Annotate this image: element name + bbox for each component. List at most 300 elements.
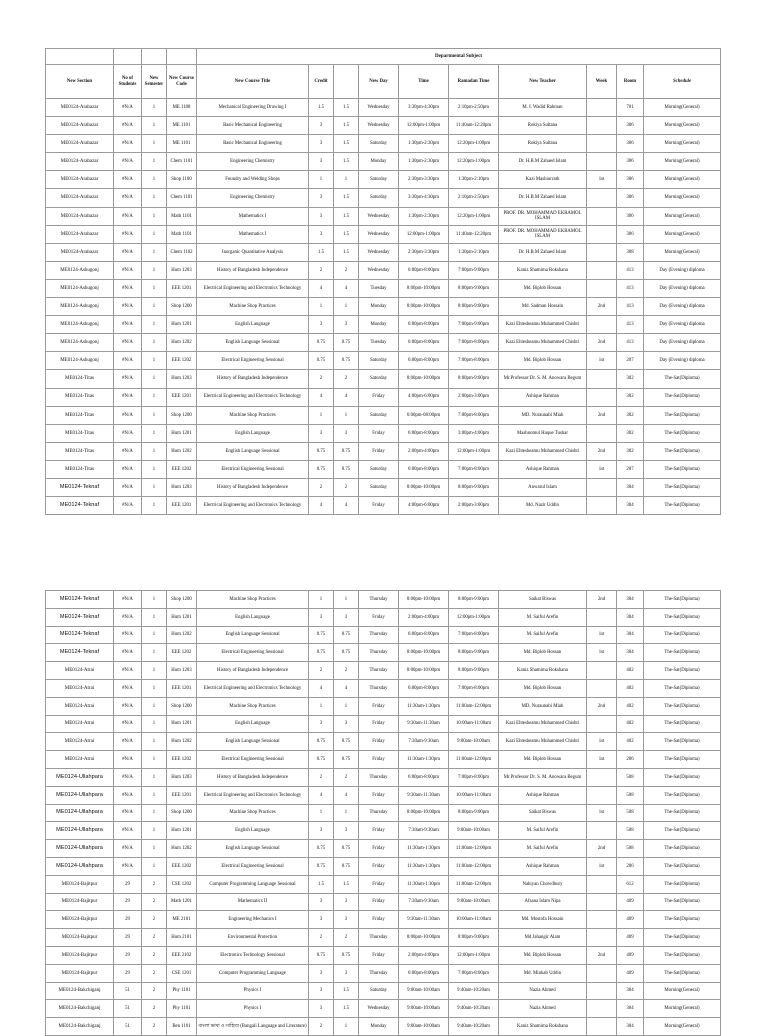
- cell-teacher: MD. Nuraunabi Miah: [499, 406, 587, 424]
- table-row: [46, 679, 721, 697]
- cell-ramadan-time: 7:00pm-8:00pm: [449, 626, 499, 644]
- cell-teacher: Md Jahangir Alam: [499, 929, 587, 947]
- cell-students: #N/A: [114, 135, 142, 153]
- cell-course-code: Ben 1101: [167, 1018, 197, 1036]
- cell-credit-2: 2: [334, 370, 359, 388]
- cell-time: 6:00pm-8:00pm: [399, 424, 449, 442]
- cell-time: 6:00pm-8:00pm: [399, 316, 449, 334]
- empty-cell: [114, 49, 142, 65]
- cell-course-code: EEE 1202: [167, 751, 197, 769]
- cell-teacher: Md. Biplob Hossan: [499, 679, 587, 697]
- cell-ramadan-time: 2:10pm-2:50pm: [449, 99, 499, 117]
- cell-day: Thursday: [359, 964, 399, 982]
- cell-time: 11:30am-1:30pm: [399, 751, 449, 769]
- cell-course-code: ME 2101: [167, 911, 197, 929]
- cell-section: ME0124-Teknaf: [46, 497, 114, 515]
- cell-credit-2: 4: [334, 679, 359, 697]
- table-row: [46, 733, 721, 751]
- cell-schedule: Morning(General): [644, 135, 721, 153]
- cell-course-code: EEE 1201: [167, 279, 197, 297]
- cell-day: Friday: [359, 875, 399, 893]
- cell-credit-2: 3: [334, 715, 359, 733]
- cell-students: #N/A: [114, 370, 142, 388]
- cell-week: [587, 153, 617, 171]
- table-row: [46, 786, 721, 804]
- cell-course-code: Chem 1101: [167, 189, 197, 207]
- table-row: [46, 243, 721, 261]
- cell-credit: 3: [309, 911, 334, 929]
- cell-credit-2: 0.75: [334, 840, 359, 858]
- cell-credit: 3: [309, 207, 334, 225]
- cell-schedule: Morning(General): [644, 153, 721, 171]
- cell-course-title: Electrical Engineering and Electronics Technology: [197, 679, 309, 697]
- table-row: [46, 279, 721, 297]
- cell-credit: 2: [309, 768, 334, 786]
- cell-course-code: EEE 1201: [167, 497, 197, 515]
- cell-credit: 3: [309, 822, 334, 840]
- cell-semester: 1: [142, 497, 167, 515]
- cell-teacher: Md. Minhab Uddin: [499, 964, 587, 982]
- cell-semester: 1: [142, 626, 167, 644]
- cell-schedule: The-Sat(Diploma): [644, 733, 721, 751]
- cell-time: 8:00pm-10:00pm: [399, 591, 449, 609]
- cell-time: 8:00pm-10:00pm: [399, 370, 449, 388]
- cell-time: 7:30am-9:30am: [399, 733, 449, 751]
- cell-day: Friday: [359, 786, 399, 804]
- cell-credit-2: 3: [334, 893, 359, 911]
- cell-week: [587, 911, 617, 929]
- cell-day: Thursday: [359, 662, 399, 680]
- cell-course-title: Electrical Engineering Sessional: [197, 352, 309, 370]
- cell-week: [587, 786, 617, 804]
- header-new-course-title: New Course Title: [197, 65, 309, 99]
- cell-schedule: Day (Evening) diploma: [644, 298, 721, 316]
- cell-course-title: Engineering Mechanics I: [197, 911, 309, 929]
- cell-credit-2: 4: [334, 279, 359, 297]
- cell-room: 508: [617, 804, 644, 822]
- cell-semester: 1: [142, 99, 167, 117]
- cell-students: #N/A: [114, 715, 142, 733]
- cell-schedule: Day (Evening) diploma: [644, 334, 721, 352]
- cell-credit-2: 0.75: [334, 733, 359, 751]
- cell-day: Wednesday: [359, 99, 399, 117]
- cell-teacher: M. Saiful Arefin: [499, 608, 587, 626]
- cell-teacher: Dr. H.B.M Zahaed Islam: [499, 243, 587, 261]
- cell-semester: 1: [142, 591, 167, 609]
- cell-schedule: The-Sat(Diploma): [644, 626, 721, 644]
- cell-teacher: PROF. DR. MOHAMMAD EKRAMOL ISLAM: [499, 207, 587, 225]
- header-new-semester: New Semester: [142, 65, 167, 99]
- cell-course-code: Hum 1202: [167, 840, 197, 858]
- cell-credit: 2: [309, 929, 334, 947]
- table-row: [46, 857, 721, 875]
- cell-room: 402: [617, 679, 644, 697]
- cell-time: 8:00pm-10:00pm: [399, 929, 449, 947]
- cell-section: ME0124-Bakchiganj: [46, 1000, 114, 1018]
- table-row: [46, 644, 721, 662]
- cell-section: ME0124-Arabazar: [46, 117, 114, 135]
- cell-week: [587, 1018, 617, 1036]
- header-week: Week: [587, 65, 617, 99]
- cell-course-title: Electrical Engineering and Electronics Technology: [197, 279, 309, 297]
- cell-teacher: M. Saiful Arefin: [499, 840, 587, 858]
- cell-time: 2:00pm-4:00pm: [399, 442, 449, 460]
- cell-teacher: Md. Biplob Hossan: [499, 946, 587, 964]
- cell-week: 2nd: [587, 840, 617, 858]
- cell-course-title: English Language Sessional: [197, 334, 309, 352]
- cell-teacher: Nahiyan Chowdhury: [499, 875, 587, 893]
- cell-ramadan-time: 9:00am-10:00am: [449, 893, 499, 911]
- cell-credit-2: 2: [334, 929, 359, 947]
- cell-section: ME0124-Ullahpara: [46, 768, 114, 786]
- table-row: [46, 608, 721, 626]
- cell-week: [587, 135, 617, 153]
- cell-students: #N/A: [114, 117, 142, 135]
- cell-semester: 1: [142, 840, 167, 858]
- cell-schedule: The-Sat(Diploma): [644, 388, 721, 406]
- cell-students: #N/A: [114, 697, 142, 715]
- cell-credit: 0.75: [309, 946, 334, 964]
- cell-ramadan-time: 9:00am-10:00am: [449, 822, 499, 840]
- cell-time: 8:00pm-10:00pm: [399, 478, 449, 496]
- cell-time: 8:00pm-10:00pm: [399, 804, 449, 822]
- table-row: [46, 911, 721, 929]
- cell-semester: 1: [142, 697, 167, 715]
- cell-credit: 0.75: [309, 857, 334, 875]
- cell-day: Thursday: [359, 929, 399, 947]
- cell-room: 304: [617, 1018, 644, 1036]
- cell-time: 4:00pm-6:00pm: [399, 388, 449, 406]
- cell-section: ME0124-Ashugonj: [46, 352, 114, 370]
- cell-credit: 1: [309, 171, 334, 189]
- cell-course-title: History of Bangladesh Independence: [197, 261, 309, 279]
- cell-day: Saturday: [359, 982, 399, 1000]
- cell-ramadan-time: 8:00pm-9:00pm: [449, 644, 499, 662]
- cell-course-code: Hum 1202: [167, 442, 197, 460]
- cell-teacher: Kazi Ehtesheamu Muhammed Chishti: [499, 733, 587, 751]
- cell-teacher: Mashnomul Haque Tushar: [499, 424, 587, 442]
- cell-credit: 3: [309, 1000, 334, 1018]
- cell-teacher: M. Saiful Arefin: [499, 626, 587, 644]
- cell-room: 304: [617, 478, 644, 496]
- cell-schedule: The-Sat(Diploma): [644, 946, 721, 964]
- cell-credit: 4: [309, 679, 334, 697]
- cell-ramadan-time: 2:10pm-2:50pm: [449, 189, 499, 207]
- cell-students: #N/A: [114, 804, 142, 822]
- cell-room: 402: [617, 662, 644, 680]
- cell-students: #N/A: [114, 822, 142, 840]
- table-row: [46, 591, 721, 609]
- cell-room: 302: [617, 370, 644, 388]
- cell-credit: 3: [309, 715, 334, 733]
- cell-week: [587, 243, 617, 261]
- cell-credit: 3: [309, 964, 334, 982]
- cell-room: 306: [617, 135, 644, 153]
- table-row: [46, 442, 721, 460]
- cell-week: [587, 715, 617, 733]
- cell-room: 409: [617, 946, 644, 964]
- cell-room: 306: [617, 171, 644, 189]
- cell-students: #N/A: [114, 679, 142, 697]
- cell-time: 6:00pm-8:00pm: [399, 261, 449, 279]
- cell-room: 508: [617, 768, 644, 786]
- cell-course-code: EEE 1202: [167, 460, 197, 478]
- cell-schedule: The-Sat(Diploma): [644, 804, 721, 822]
- cell-schedule: The-Sat(Diploma): [644, 662, 721, 680]
- cell-time: 11:30am-1:30pm: [399, 697, 449, 715]
- cell-semester: 2: [142, 964, 167, 982]
- cell-credit-2: 1.5: [334, 99, 359, 117]
- cell-ramadan-time: 12:00pm-1:00pm: [449, 608, 499, 626]
- cell-day: Wednesday: [359, 207, 399, 225]
- cell-ramadan-time: 11:40am-12:20pm: [449, 225, 499, 243]
- cell-semester: 2: [142, 929, 167, 947]
- cell-week: [587, 279, 617, 297]
- cell-time: 12:00pm-1:00pm: [399, 225, 449, 243]
- cell-room: 508: [617, 822, 644, 840]
- cell-semester: 1: [142, 804, 167, 822]
- table-row: [46, 352, 721, 370]
- cell-course-code: Shop 1200: [167, 804, 197, 822]
- cell-schedule: The-Sat(Diploma): [644, 370, 721, 388]
- cell-course-code: Hum 1201: [167, 316, 197, 334]
- cell-ramadan-time: 8:00pm-9:00pm: [449, 662, 499, 680]
- cell-room: 413: [617, 298, 644, 316]
- cell-room: 409: [617, 911, 644, 929]
- cell-course-title: English Language: [197, 316, 309, 334]
- cell-day: Saturday: [359, 135, 399, 153]
- cell-teacher: Md. Mostofa Hossain: [499, 911, 587, 929]
- cell-time: 8:00pm-10:00pm: [399, 279, 449, 297]
- cell-ramadan-time: 8:00pm-9:00pm: [449, 929, 499, 947]
- cell-time: 6:00pm-8:00pm: [399, 352, 449, 370]
- cell-day: Friday: [359, 388, 399, 406]
- cell-ramadan-time: 11:00am-12:00pm: [449, 751, 499, 769]
- cell-teacher: Dr. H.B.M Zahaed Islam: [499, 189, 587, 207]
- cell-credit-2: 3: [334, 608, 359, 626]
- cell-section: ME0124-Atrai: [46, 679, 114, 697]
- cell-students: #N/A: [114, 662, 142, 680]
- cell-schedule: The-Sat(Diploma): [644, 929, 721, 947]
- cell-week: 1st: [587, 352, 617, 370]
- cell-schedule: The-Sat(Diploma): [644, 679, 721, 697]
- cell-students: #N/A: [114, 225, 142, 243]
- cell-week: 1st: [587, 626, 617, 644]
- cell-credit: 1: [309, 298, 334, 316]
- cell-credit-2: 1: [334, 298, 359, 316]
- cell-schedule: The-Sat(Diploma): [644, 424, 721, 442]
- cell-semester: 2: [142, 946, 167, 964]
- cell-teacher: Md. Biplob Hossan: [499, 352, 587, 370]
- cell-schedule: Morning(General): [644, 171, 721, 189]
- cell-section: ME0124-Arabazar: [46, 207, 114, 225]
- cell-room: 206: [617, 857, 644, 875]
- cell-students: 51: [114, 1018, 142, 1036]
- cell-section: ME0124-Titas: [46, 460, 114, 478]
- cell-semester: 1: [142, 679, 167, 697]
- cell-teacher: Ashique Rahman: [499, 388, 587, 406]
- cell-ramadan-time: 12:20pm-1:00pm: [449, 153, 499, 171]
- cell-credit: 3: [309, 424, 334, 442]
- cell-teacher: Mr.Professor Dr. S. M. Anowara Begum: [499, 370, 587, 388]
- cell-schedule: The-Sat(Diploma): [644, 964, 721, 982]
- header-schedule: Schedule: [644, 65, 721, 99]
- cell-credit: 2: [309, 662, 334, 680]
- cell-day: Friday: [359, 840, 399, 858]
- cell-credit-2: 1: [334, 1018, 359, 1036]
- cell-ramadan-time: 11:40am-12:20pm: [449, 117, 499, 135]
- cell-room: 304: [617, 1000, 644, 1018]
- table-row: [46, 751, 721, 769]
- cell-section: ME0124-Bakchiganj: [46, 1018, 114, 1036]
- table-title-row: [46, 49, 721, 65]
- cell-ramadan-time: 10:00am-11:00am: [449, 911, 499, 929]
- cell-students: #N/A: [114, 768, 142, 786]
- cell-week: 1st: [587, 857, 617, 875]
- cell-course-code: Hum 1201: [167, 608, 197, 626]
- cell-teacher: Rokiya Sultana: [499, 135, 587, 153]
- cell-course-code: Chem 1102: [167, 243, 197, 261]
- table-row: [46, 929, 721, 947]
- cell-section: ME0124-Bajitpur: [46, 946, 114, 964]
- cell-course-code: Hum 1203: [167, 768, 197, 786]
- cell-course-title: Foundry and Welding Shops: [197, 171, 309, 189]
- cell-day: Saturday: [359, 460, 399, 478]
- cell-course-code: Math 1101: [167, 225, 197, 243]
- cell-credit-2: 1.5: [334, 207, 359, 225]
- cell-week: 1st: [587, 460, 617, 478]
- cell-week: [587, 768, 617, 786]
- cell-credit-2: 1.5: [334, 135, 359, 153]
- cell-week: [587, 370, 617, 388]
- cell-ramadan-time: 12:00pm-1:00pm: [449, 946, 499, 964]
- cell-ramadan-time: 7:00pm-8:00pm: [449, 406, 499, 424]
- table-row: [46, 117, 721, 135]
- cell-day: Friday: [359, 893, 399, 911]
- cell-room: 409: [617, 964, 644, 982]
- cell-ramadan-time: 9:00am-10:00am: [449, 733, 499, 751]
- cell-section: ME0124-Arabazar: [46, 243, 114, 261]
- cell-schedule: Morning(General): [644, 1018, 721, 1036]
- cell-credit: 1.5: [309, 243, 334, 261]
- cell-time: 6:00pm-8:00pm: [399, 964, 449, 982]
- header-room: Room: [617, 65, 644, 99]
- cell-semester: 2: [142, 893, 167, 911]
- cell-day: Thursday: [359, 591, 399, 609]
- empty-cell: [142, 49, 167, 65]
- cell-time: 9:30am-11:30am: [399, 786, 449, 804]
- cell-schedule: Day (Evening) diploma: [644, 279, 721, 297]
- cell-students: #N/A: [114, 644, 142, 662]
- cell-day: Friday: [359, 424, 399, 442]
- cell-students: #N/A: [114, 786, 142, 804]
- cell-semester: 1: [142, 857, 167, 875]
- cell-semester: 1: [142, 478, 167, 496]
- cell-section: ME0124-Arabazar: [46, 153, 114, 171]
- cell-section: ME0124-Arabazar: [46, 99, 114, 117]
- cell-day: Friday: [359, 715, 399, 733]
- cell-credit-2: 3: [334, 424, 359, 442]
- cell-teacher: Ashique Rahman: [499, 857, 587, 875]
- cell-course-title: Engineering Chemistry: [197, 189, 309, 207]
- cell-course-title: Mathematics II: [197, 893, 309, 911]
- table-row: [46, 626, 721, 644]
- cell-semester: 1: [142, 243, 167, 261]
- cell-day: Thursday: [359, 626, 399, 644]
- cell-time: 2:30pm-3:30pm: [399, 171, 449, 189]
- cell-room: 306: [617, 189, 644, 207]
- cell-course-title: Electrical Engineering Sessional: [197, 751, 309, 769]
- cell-schedule: Morning(General): [644, 982, 721, 1000]
- cell-ramadan-time: 7:00pm-8:00pm: [449, 768, 499, 786]
- cell-time: 6:00pm-08:00pm: [399, 406, 449, 424]
- cell-course-code: CSE 1201: [167, 964, 197, 982]
- cell-day: Saturday: [359, 406, 399, 424]
- cell-course-code: Phy 1101: [167, 1000, 197, 1018]
- cell-teacher: M. Saiful Arefin: [499, 822, 587, 840]
- cell-credit-2: 3: [334, 316, 359, 334]
- cell-credit: 3: [309, 189, 334, 207]
- cell-ramadan-time: 9:40am-10:20am: [449, 982, 499, 1000]
- cell-semester: 1: [142, 153, 167, 171]
- table-row: [46, 840, 721, 858]
- table-row: [46, 388, 721, 406]
- cell-course-title: Computer Programming Language Sessional: [197, 875, 309, 893]
- cell-course-code: Math 1201: [167, 893, 197, 911]
- cell-credit-2: 0.75: [334, 334, 359, 352]
- cell-section: ME0124-Bakchiganj: [46, 982, 114, 1000]
- table-row: [46, 153, 721, 171]
- cell-semester: 1: [142, 786, 167, 804]
- cell-semester: 2: [142, 982, 167, 1000]
- cell-time: 1:30pm-2:30pm: [399, 135, 449, 153]
- cell-room: 304: [617, 608, 644, 626]
- cell-students: #N/A: [114, 153, 142, 171]
- table-row: [46, 261, 721, 279]
- cell-day: Thursday: [359, 679, 399, 697]
- cell-schedule: Morning(General): [644, 189, 721, 207]
- cell-students: #N/A: [114, 352, 142, 370]
- cell-students: 51: [114, 982, 142, 1000]
- cell-room: 306: [617, 225, 644, 243]
- cell-credit: 2: [309, 370, 334, 388]
- cell-day: Monday: [359, 298, 399, 316]
- table-row: [46, 804, 721, 822]
- cell-credit: 2: [309, 478, 334, 496]
- header-new-course-code: New Course Code: [167, 65, 197, 99]
- cell-course-title: Electrical Engineering Sessional: [197, 857, 309, 875]
- cell-day: Saturday: [359, 370, 399, 388]
- cell-time: 1:30pm-2:30pm: [399, 207, 449, 225]
- table-row: [46, 171, 721, 189]
- table-row: [46, 982, 721, 1000]
- cell-credit: 3: [309, 893, 334, 911]
- cell-students: #N/A: [114, 316, 142, 334]
- cell-credit: 0.75: [309, 733, 334, 751]
- cell-credit: 2: [309, 261, 334, 279]
- cell-time: 4:00pm-6:00pm: [399, 497, 449, 515]
- cell-semester: 1: [142, 768, 167, 786]
- cell-semester: 2: [142, 875, 167, 893]
- table-row: [46, 1018, 721, 1036]
- cell-semester: 2: [142, 911, 167, 929]
- cell-students: 29: [114, 911, 142, 929]
- cell-section: ME0124-Ullahpara: [46, 822, 114, 840]
- cell-section: ME0124-Ashugonj: [46, 316, 114, 334]
- cell-course-code: Hum 1203: [167, 261, 197, 279]
- cell-course-title: English Language Sessional: [197, 626, 309, 644]
- cell-teacher: Nazia Ahmed: [499, 1000, 587, 1018]
